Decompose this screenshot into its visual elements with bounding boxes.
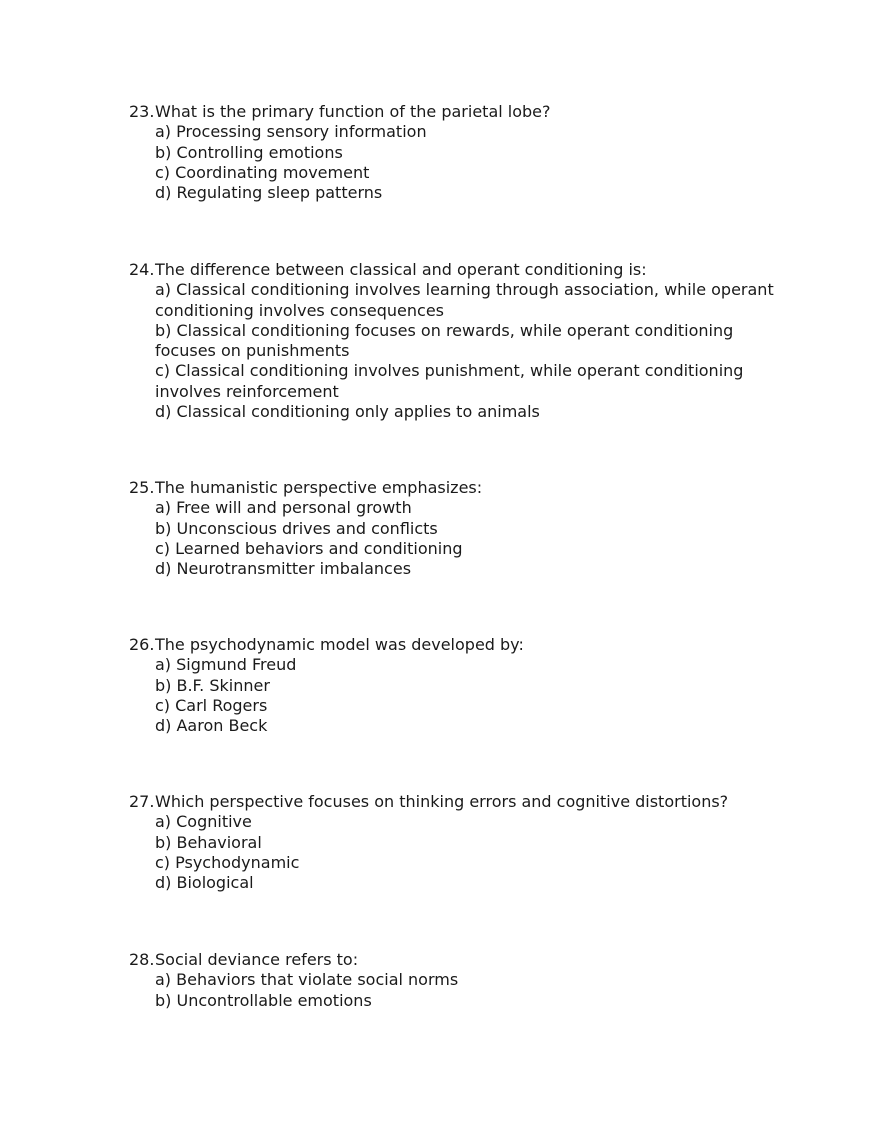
question-text: The psychodynamic model was developed by: [155, 635, 524, 654]
option-d: d) Regulating sleep patterns [155, 183, 383, 203]
question-number: 23. [129, 102, 155, 121]
answer-options [129, 970, 779, 1011]
option-c: c) Learned behaviors and conditioning [155, 538, 463, 558]
question-stem [129, 950, 779, 970]
option-c: c) Classical conditioning involves punishment, while operant conditioning involves reinforcement [155, 361, 744, 401]
option-a: a) Sigmund Freud [155, 655, 297, 675]
option-d: d) Aaron Beck [155, 716, 268, 736]
answer-options [129, 280, 779, 422]
question-text: The difference between classical and operant conditioning is: [155, 260, 647, 279]
answer-options [129, 812, 779, 893]
question-stem [129, 635, 779, 655]
question-number: 24. [129, 260, 155, 279]
question-text: Social deviance refers to: [155, 950, 359, 969]
question-text: Which perspective focuses on thinking errors and cognitive distortions? [155, 792, 729, 811]
question-28 [129, 950, 779, 1011]
question-26 [129, 635, 779, 736]
question-number: 26. [129, 635, 155, 654]
question-stem [129, 792, 779, 812]
answer-options [129, 498, 779, 579]
question-number: 27. [129, 792, 155, 811]
option-a: a) Cognitive [155, 812, 252, 832]
question-25 [129, 478, 779, 579]
question-24 [129, 260, 779, 422]
option-a: a) Classical conditioning involves learning through association, while operant conditioning involves consequences [155, 280, 774, 320]
option-b: b) Controlling emotions [155, 142, 343, 162]
question-stem [129, 260, 779, 280]
option-b: b) B.F. Skinner [155, 675, 270, 695]
option-c: c) Coordinating movement [155, 162, 370, 182]
option-d: d) Classical conditioning only applies to animals [155, 402, 540, 422]
option-b: b) Classical conditioning focuses on rewards, while operant conditioning focuses on punishments [155, 320, 734, 361]
question-stem [129, 102, 779, 122]
option-b: b) Unconscious drives and conflicts [155, 518, 438, 538]
answer-options [129, 655, 779, 736]
option-c: c) Psychodynamic [155, 852, 300, 872]
question-23 [129, 102, 779, 203]
question-number: 28. [129, 950, 155, 969]
option-c: c) Carl Rogers [155, 695, 268, 715]
question-text: What is the primary function of the parietal lobe? [155, 102, 551, 121]
question-number: 25. [129, 478, 155, 497]
question-27 [129, 792, 779, 893]
option-b: b) Behavioral [155, 832, 262, 852]
question-text: The humanistic perspective emphasizes: [155, 478, 483, 497]
answer-options [129, 122, 779, 203]
option-a: a) Free will and personal growth [155, 498, 412, 518]
option-d: d) Neurotransmitter imbalances [155, 559, 412, 579]
option-d: d) Biological [155, 873, 254, 893]
option-a: a) Processing sensory information [155, 122, 427, 142]
option-a: a) Behaviors that violate social norms [155, 970, 459, 990]
option-b: b) Uncontrollable emotions [155, 990, 372, 1010]
question-stem [129, 478, 779, 498]
